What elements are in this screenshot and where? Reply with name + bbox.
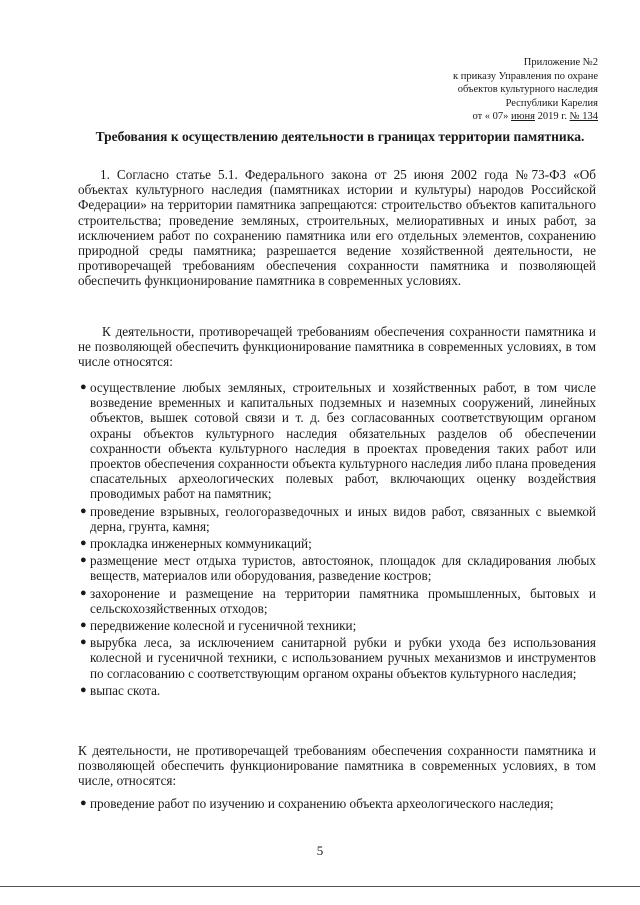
contradicting-activity-item-text: осуществление любых земляных, строительных и хозяйственных работ, в том числе возведение временных и капитальных подземных и наземных сооружений, линейных объектов, вышек сотовой связи и т. д. без согласованных соответствующим органом охраны объектов культурного наследия обязательных разделов об обеспечении сохранности объекта культурного наследия в проектах проведения таких работ или проектов обеспечения сохранности объекта культурного наследия либо плана проведения спасательных археологических полевых работ, включающих оценку воздействия проводимых работ на памятник; bbox=[90, 380, 596, 502]
contradicting-activity-item-text: захоронение и размещение на территории памятника промышленных, бытовых и сельскохозяйственных отходов; bbox=[90, 585, 596, 616]
contradicting-activity-item bbox=[80, 635, 596, 681]
contradicting-activity-item bbox=[80, 536, 596, 551]
contradicting-activities-list bbox=[78, 380, 596, 700]
annex-order-number: № 134 bbox=[569, 111, 598, 122]
contradicting-activity-item-text: передвижение колесной и гусеничной техники; bbox=[90, 618, 357, 634]
annex-line-1: Приложение №2 bbox=[523, 57, 598, 68]
bullet-icon: ● bbox=[80, 554, 87, 567]
bullet-icon: ● bbox=[80, 504, 87, 517]
annex-date-month: июня bbox=[511, 111, 535, 122]
paragraph-prohibitions: 1. Согласно статье 5.1. Федерального закона от 25 июня 2002 года №73-ФЗ «Об объектах культурного наследия (памятниках истории и культуры) народов Российской Федерации» на территории памятника запрещаются: строительство объектов капитального строительства; проведение земляных, строительных, мелиоративных и иных работ, за исключением работ по сохранению памятника или его отдельных элементов, сохранению природной среды памятника; разрешается ведение хозяйственной деятельности, не противоречащей требованиям обеспечения сохранности памятника и позволяющей обеспечить функционирование памятника в современных условиях. bbox=[78, 167, 596, 289]
bullet-icon: ● bbox=[80, 683, 87, 696]
bullet-icon: ● bbox=[80, 537, 87, 550]
annex-header bbox=[453, 56, 598, 124]
annex-date-year: 2019 г. bbox=[534, 111, 570, 122]
bullet-icon: ● bbox=[80, 381, 87, 393]
contradicting-activity-item-text: проведение взрывных, геологоразведочных и иных видов работ, связанных с выемкой дерна, грунта, камня; bbox=[90, 503, 596, 534]
contradicting-activity-item bbox=[80, 504, 596, 534]
contradicting-activity-item bbox=[80, 618, 596, 633]
bullet-icon: ● bbox=[80, 797, 87, 809]
annex-line-2: к приказу Управления по охране bbox=[453, 70, 598, 82]
annex-line-4: Республики Карелия bbox=[505, 97, 598, 109]
permitted-activity-item bbox=[80, 796, 596, 811]
bullet-icon: ● bbox=[80, 619, 87, 632]
annex-line-5 bbox=[453, 110, 598, 124]
annex-line-3: объектов культурного наследия bbox=[457, 84, 598, 95]
bullet-icon: ● bbox=[80, 586, 87, 599]
contradicting-activity-item bbox=[80, 586, 596, 616]
annex-date-prefix: от « 07» bbox=[472, 111, 512, 122]
contradicting-activity-item-text: выпас скота. bbox=[90, 682, 161, 698]
permitted-activity-item-text: проведение работ по изучению и сохранению объекта археологического наследия; bbox=[90, 796, 554, 811]
document-title: Требования к осуществлению деятельности в границах территории памятника. bbox=[95, 129, 585, 144]
contradicting-activity-item-text: вырубка леса, за исключением санитарной рубки и рубки ухода без использования колесной и гусеничной техники, с использованием ручных механизмов и инструментов по согласованию с соответствующим органом охраны объектов культурного наследия; bbox=[90, 635, 596, 681]
bottom-rule bbox=[0, 886, 640, 887]
contradicting-activity-item bbox=[80, 553, 596, 583]
contradicting-activity-item-text: прокладка инженерных коммуникаций; bbox=[90, 536, 312, 552]
permitted-activities-list bbox=[78, 796, 596, 813]
contradicting-activity-item bbox=[80, 683, 596, 698]
contradicting-activity-item-text: размещение мест отдыха туристов, автостоянок, площадок для складирования любых веществ, материалов или оборудования, разведение костров; bbox=[90, 553, 596, 584]
contradicting-activity-item bbox=[80, 380, 596, 502]
paragraph-permitted-activities: К деятельности, не противоречащей требованиям обеспечения сохранности памятника и позволяющей обеспечить функционирование памятника в современных условиях, в том числе, относятся: bbox=[78, 743, 596, 789]
page-number: 5 bbox=[316, 843, 324, 858]
bullet-icon: ● bbox=[80, 636, 87, 649]
paragraph-contradicting-activities: К деятельности, противоречащей требованиям обеспечения сохранности памятника и не позволяющей обеспечить функционирование памятника в современных условиях, в том числе относятся: bbox=[78, 324, 596, 370]
